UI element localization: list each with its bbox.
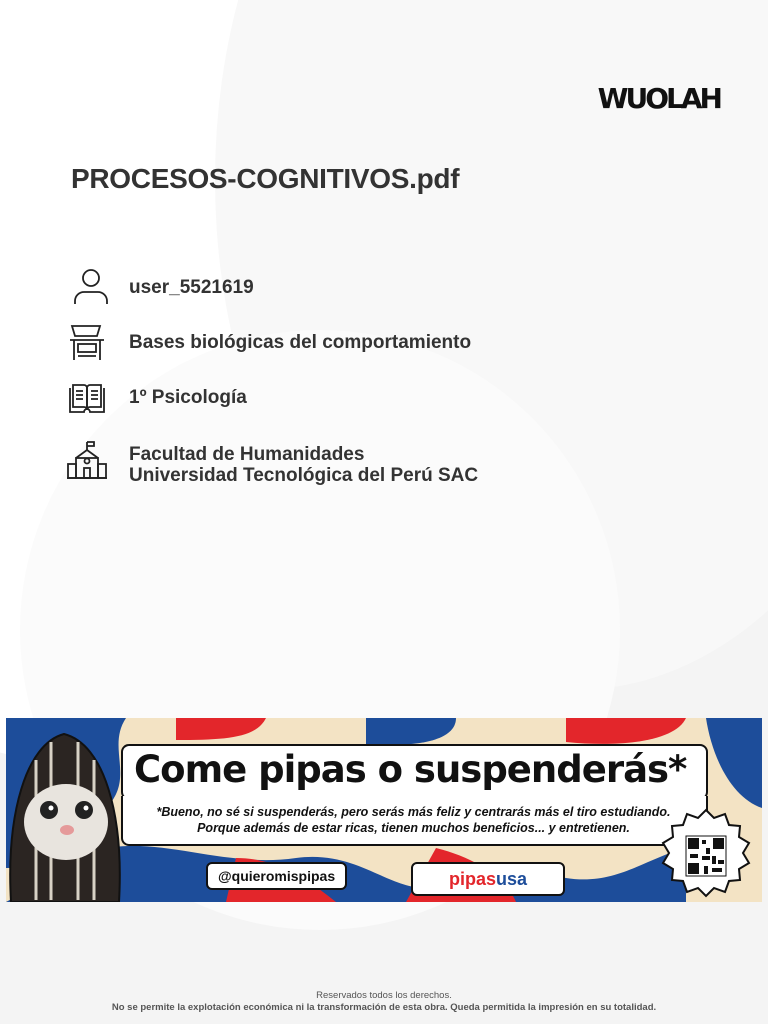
faculty-info xyxy=(129,444,478,486)
document-title: PROCESOS-COGNITIVOS.pdf xyxy=(71,163,460,194)
qr-code-icon[interactable] xyxy=(652,808,760,902)
sunflower-seed-cat-image xyxy=(6,730,126,902)
university-name: Universidad Tecnológica del Perú SAC xyxy=(129,465,479,486)
ad-brand-logo[interactable] xyxy=(411,862,565,896)
ad-brand-part: usa xyxy=(495,869,528,889)
desk-icon xyxy=(66,322,108,364)
faculty-name: Facultad de Humanidades xyxy=(129,444,365,465)
wuolah-logo[interactable]: WUOLAH xyxy=(597,82,720,115)
footer xyxy=(0,990,768,1014)
info-row-subject xyxy=(66,322,471,364)
user-icon xyxy=(66,266,108,308)
ad-brand-part: pipas xyxy=(448,869,496,889)
info-row-faculty xyxy=(66,440,478,486)
ad-subtext-line: Porque además de estar ricas, tienen muchos beneficios... y entretienen. xyxy=(197,821,630,835)
info-row-course xyxy=(66,378,247,420)
footer-rights: Reservados todos los derechos. xyxy=(316,990,452,1001)
ad-subtext-line: *Bueno, no sé si suspenderás, pero serás más feliz y centrarás más el tiro estudiando. xyxy=(156,805,671,819)
footer-license: No se permite la explotación económica ni la transformación de esta obra. Queda permitida la impresión en su totalidad. xyxy=(111,1002,657,1013)
school-building-icon xyxy=(66,440,108,482)
ad-social-handle[interactable]: @quieromispipas xyxy=(206,862,347,890)
advertisement-banner[interactable] xyxy=(6,718,762,902)
subject-name: Bases biológicas del comportamiento xyxy=(129,332,472,353)
course-name: 1º Psicología xyxy=(129,387,247,408)
ad-subtext xyxy=(126,804,701,836)
info-row-user xyxy=(66,266,254,308)
user-name: user_5521619 xyxy=(129,277,254,298)
book-icon xyxy=(66,378,108,420)
ad-headline: Come pipas o suspenderás* xyxy=(134,748,687,791)
